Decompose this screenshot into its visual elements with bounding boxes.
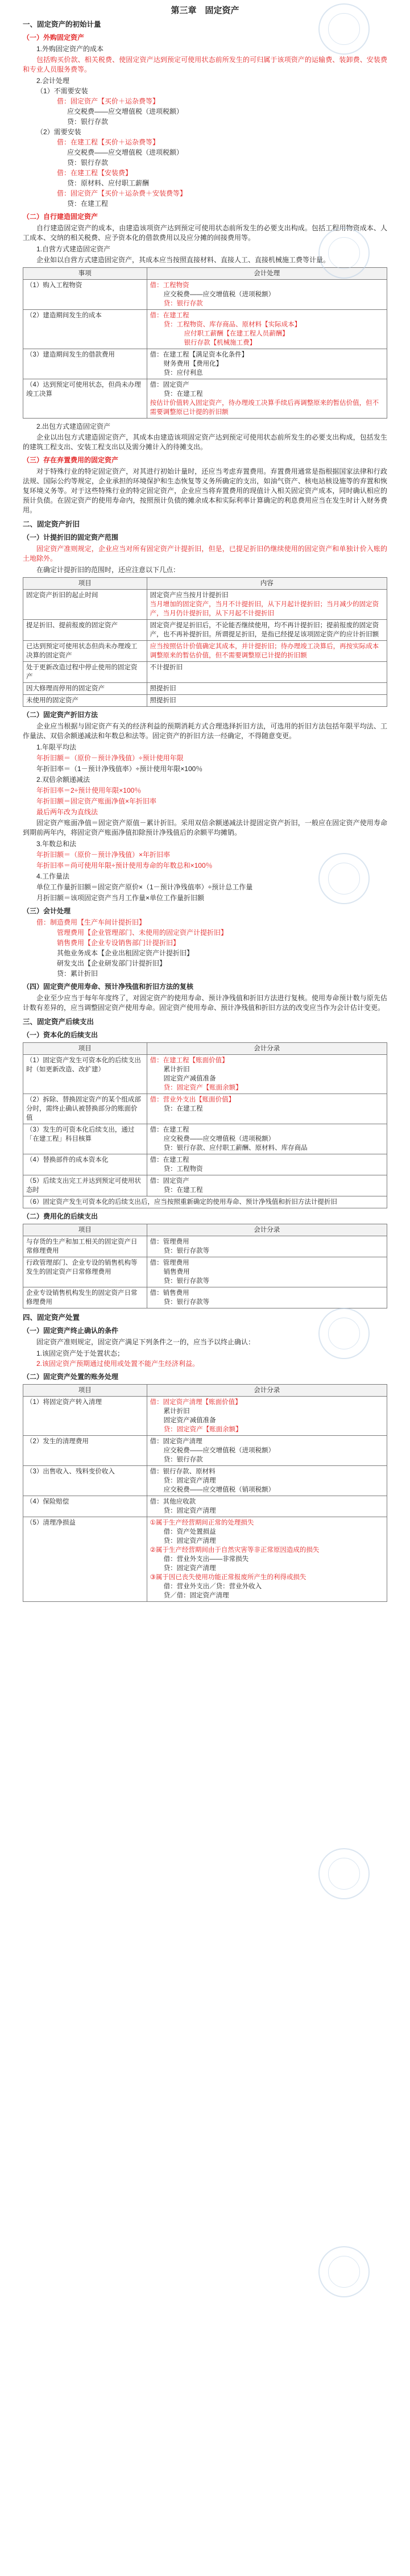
table-row <box>23 620 387 641</box>
entry-line: 累计折旧 <box>163 1066 190 1073</box>
table-cell: 提足折旧、提前报废的固定资产 <box>23 620 147 641</box>
entry-line: 贷：银行存款等 <box>163 1299 210 1306</box>
method-heading: 3.年数总和法 <box>36 840 77 848</box>
entry-line: ①属于生产经营期间正常的处理损失 <box>150 1519 254 1526</box>
table-row <box>23 349 387 379</box>
entry-cell <box>147 280 387 310</box>
table-row <box>23 683 387 695</box>
entry-line: 贷：应付利息 <box>163 370 203 376</box>
paragraph: 包括购买价款、相关税费、使固定资产达到预定可使用状态前所发生的可归属于该项资产的运输费、装卸费、安装费和专业人员服务费等。 <box>23 56 387 73</box>
table-cell: （1）购入工程物资 <box>23 280 147 310</box>
entry-line: 贷：累计折旧 <box>57 970 98 978</box>
entry-line: 借：工程物资 <box>150 282 189 289</box>
formula: 年折旧率＝2÷预计使用年限×100％ <box>36 786 142 794</box>
paragraph: 在确定计提折旧的范围时，还应注意以下几点： <box>36 566 180 574</box>
watermark-seal <box>318 2246 370 2297</box>
entry-line: 借：银行存款、原材料 <box>150 1468 216 1475</box>
entry-line: 贷：固定资产【账面余额】 <box>163 1426 242 1433</box>
entry-cell <box>147 1094 387 1124</box>
condition-item: 1.该固定资产处于处置状态； <box>36 1349 125 1357</box>
entry-line: 借：固定资产【买价＋运杂费等】 <box>57 97 160 105</box>
formula: 单位工作量折旧额＝固定资产原价×（1－预计净残值率）÷预计总工作量 <box>36 883 253 891</box>
table-cell: 照提折旧 <box>147 683 387 695</box>
entry-line: 贷：固定资产清理 <box>163 1508 216 1514</box>
entry-line: 贷：银行存款等 <box>163 1278 210 1285</box>
entry-cell <box>147 310 387 349</box>
subsection-heading: （一）计提折旧的固定资产范围 <box>23 533 119 541</box>
entry-line: 借：资产处置损益 <box>163 1529 216 1535</box>
table-cell: 企业专设销售机构发生的固定资产日常修理费用 <box>23 1287 147 1308</box>
table-header: 会计分录 <box>147 1224 387 1236</box>
entry-line: 贷：原材料、应付职工薪酬 <box>67 179 150 187</box>
subsection-heading: （二）自行建造固定资产 <box>23 213 98 221</box>
entry-line: ③属于因已丧失使用功能正常报废所产生的利得或损失 <box>150 1574 307 1581</box>
table-row <box>23 1196 387 1208</box>
method-heading: 1.年限平均法 <box>36 743 77 751</box>
entry-cell <box>147 1175 387 1196</box>
entry-line: 贷：银行存款 <box>163 1456 203 1463</box>
table-row <box>23 280 387 310</box>
subsection-heading: （二）固定资产处置的账务处理 <box>23 1373 119 1381</box>
table-row <box>23 1175 387 1196</box>
table-cell: 行政管理部门、企业专设的销售机构等发生的固定资产日常修理费用 <box>23 1257 147 1287</box>
table-row <box>23 1055 387 1094</box>
entry-line: 应交税费——应交增值税（进项税额） <box>163 1136 275 1142</box>
table-row <box>23 379 387 419</box>
entry-line: 贷：银行存款等 <box>163 1248 210 1254</box>
subsection-heading: （一）资本化的后续支出 <box>23 1031 98 1039</box>
entry-line: 借：在建工程 <box>150 312 189 319</box>
paragraph: 对于特殊行业的特定固定资产，对其进行初始计量时，还应当考虑弃置费用。弃置费用通常是指根据国家法律和行政法规、国际公约等规定，企业承担的环境保护和生态恢复等义务所确定的支出，如油气资产、核电站核设施等的弃置和恢复环境义务等。对于这些特殊行业的特定固定资产，企业应当将弃置费用的现值计入相关固定资产成本，同时确认相应的预计负债。在固定资产的使用寿命内，按照预计负债的摊余成本和实际利率计算确定的利息费用应当在发生时计入财务费用。 <box>23 467 387 514</box>
entry-line: 借：固定资产 <box>150 382 189 388</box>
table-header: 会计处理 <box>147 268 387 280</box>
entry-line: 贷：银行存款 <box>67 118 109 126</box>
table-cell: （4）达到预定可使用状态，但尚未办理竣工决算 <box>23 379 147 419</box>
table-cell: （1）固定资产发生可资本化的后续支出时（如更新改造、改扩建） <box>23 1055 147 1094</box>
entry-line: 借：管理费用 <box>150 1260 189 1266</box>
entry-line: 贷：固定资产清理 <box>163 1565 216 1572</box>
table-note: 按估计价值转入固定资产，待办理竣工决算手续后再调整原来的暂估价值，但不需要调整原已计提的折旧额 <box>150 400 379 416</box>
entry-line: 贷：银行存款 <box>163 300 203 307</box>
entry-line: 其他业务成本【企业出租固定资产计提折旧】 <box>57 949 194 957</box>
entry-cell <box>147 1436 387 1466</box>
formula: 月折旧额＝该项固定资产当月工作量×单位工作量折旧额 <box>36 894 205 902</box>
table-row <box>23 641 387 662</box>
entry-line: 贷／借：固定资产清理 <box>163 1592 229 1599</box>
table-cell <box>147 590 387 620</box>
subsection-heading: （一）外购固定资产 <box>23 34 85 42</box>
formula: 年折旧额＝（原价－预计净残值）÷预计使用年限 <box>36 754 184 762</box>
depreciation-scope-table <box>23 577 387 707</box>
table-header: 项目 <box>23 578 147 590</box>
entry-cell <box>147 1055 387 1094</box>
table-cell: （2）拆除、替换固定资产的某个组成部分时，需终止确认被替换部分的账面价值 <box>23 1094 147 1124</box>
table-row <box>23 1094 387 1124</box>
table-text: 应当按照估计价值确定其成本，并计提折旧；待办理竣工决算后，再按实际成本调整原来的暂估价值，但不需要调整原已计提的折旧额 <box>150 643 379 659</box>
method-heading: 2.双倍余额递减法 <box>36 776 90 784</box>
entry-line: 应付职工薪酬【在建工程人员薪酬】 <box>184 330 289 337</box>
table-cell: 因大修理而停用的固定资产 <box>23 683 147 695</box>
table-header: 项目 <box>23 1224 147 1236</box>
chapter-title: 第三章 固定资产 <box>171 6 239 15</box>
entry-line: 借：在建工程【账面价值】 <box>150 1057 229 1064</box>
table-row <box>23 1287 387 1308</box>
entry-line: 贷：在建工程 <box>163 1105 203 1112</box>
item-heading: 2.会计处理 <box>36 77 70 85</box>
entry-line: 贷：固定资产清理 <box>163 1538 216 1544</box>
entry-line: 管理费用【企业管理部门、未使用的固定资产计提折旧】 <box>57 929 228 937</box>
table-row <box>23 1236 387 1257</box>
section-heading: 四、固定资产处置 <box>23 1314 80 1322</box>
entry-cell <box>147 1287 387 1308</box>
table-row <box>23 1436 387 1466</box>
case-label: （1）不需要安装 <box>36 87 88 95</box>
subsection-heading: （一）固定资产终止确认的条件 <box>23 1327 119 1335</box>
table-header: 会计分录 <box>147 1043 387 1055</box>
entry-line: 贷：在建工程 <box>163 391 203 397</box>
entry-line: 借：固定资产 <box>150 1178 189 1185</box>
entry-line: 固定资产减值准备 <box>163 1417 216 1424</box>
paragraph: 自行建造固定资产的成本，由建造该项资产达到预定可使用状态前所发生的必要支出构成。包括工程用物资成本、人工成本、交纳的相关税费、应予资本化的借款费用以及应分摊的间接费用等。 <box>23 224 387 242</box>
table-row <box>23 1496 387 1517</box>
table-header: 事项 <box>23 268 147 280</box>
entry-line: 财务费用【费用化】 <box>163 361 223 367</box>
table-text: 固定资产应当按月计提折旧 <box>150 592 229 599</box>
table-header: 内容 <box>147 578 387 590</box>
paragraph: 固定资产准则规定，企业应当对所有固定资产计提折旧，但是，已提足折旧仍继续使用的固定资产和单独计价入账的土地除外。 <box>23 545 387 562</box>
entry-line: 借：制造费用【生产车间计提折旧】 <box>36 918 146 926</box>
table-note: （6）固定资产发生可资本化的后续支出后，应当按照重新确定的使用寿命、预计净残值和折旧方法计提折旧 <box>23 1196 387 1208</box>
table-cell: 已达到预定可使用状态但尚未办理竣工决算的固定资产 <box>23 641 147 662</box>
entry-line: 借：营业外支出／贷：营业外收入 <box>163 1583 262 1590</box>
entry-line: 借：在建工程 <box>150 1157 189 1163</box>
entry-line: 销售费用 <box>163 1269 190 1275</box>
table-cell: （3）建造期间发生的借款费用 <box>23 349 147 379</box>
table-row <box>23 1257 387 1287</box>
table-cell: 处于更新改造过程中停止使用的固定资产 <box>23 662 147 683</box>
table-row <box>23 695 387 707</box>
capitalized-expenditure-table <box>23 1042 387 1208</box>
entry-line: 借：在建工程 <box>150 1127 189 1133</box>
entry-line: 借：营业外支出【账面价值】 <box>150 1096 235 1103</box>
table-row <box>23 1517 387 1602</box>
entry-line: 借：其他应收款 <box>150 1498 196 1505</box>
table-cell: （4）保险赔偿 <box>23 1496 147 1517</box>
entry-cell <box>147 1236 387 1257</box>
table-row <box>23 1397 387 1436</box>
subsection-heading: （三）存在弃置费用的固定资产 <box>23 456 119 464</box>
condition-item: 2.该固定资产预期通过使用或处置不能产生经济利益。 <box>36 1360 200 1368</box>
entry-cell <box>147 349 387 379</box>
entry-line: 借：在建工程【买价＋运杂费等】 <box>57 138 160 146</box>
method-heading: 4.工作量法 <box>36 872 70 880</box>
formula: 最后两年改为直线法 <box>36 808 98 816</box>
entry-line: 借：固定资产清理【账面价值】 <box>150 1399 242 1406</box>
table-row <box>23 662 387 683</box>
table-cell: （3）出售收入、残料变价收入 <box>23 1466 147 1496</box>
entry-line: 累计折旧 <box>163 1408 190 1415</box>
table-row <box>23 590 387 620</box>
table-cell: 与存货的生产和加工相关的固定资产日常修理费用 <box>23 1236 147 1257</box>
entry-line: 销售费用【企业专设销售部门计提折旧】 <box>57 939 180 947</box>
entry-line: 银行存款【机械施工费】 <box>184 339 256 346</box>
table-cell <box>147 620 387 641</box>
entry-line: 贷：在建工程 <box>163 1187 203 1194</box>
entry-line: 贷：银行存款 <box>67 159 109 167</box>
table-cell: （1）将固定资产转入清理 <box>23 1397 147 1436</box>
formula: 年折旧率＝（1－预计净残值率）÷预计使用年限×100％ <box>36 765 203 773</box>
paragraph: 企业应当根据与固定资产有关的经济利益的预期消耗方式合理选择折旧方法，可选用的折旧方法包括年限平均法、工作量法、双倍余额递减法和年数总和法等。固定资产的折旧方法一经确定，不得随意变更。 <box>23 722 387 740</box>
subsection-heading: （三）会计处理 <box>23 907 71 915</box>
table-cell: （2）建造期间发生的成本 <box>23 310 147 349</box>
section-heading: 三、固定资产后续支出 <box>23 1018 94 1026</box>
entry-line: 研发支出【企业研发部门计提折旧】 <box>57 959 167 967</box>
table-cell: 不计提折旧 <box>147 662 387 683</box>
entry-line: 贷：工程物资 <box>163 1166 203 1173</box>
entry-line: 应交税费——应交增值税（进项税额） <box>67 107 184 115</box>
section-heading: 一、固定资产的初始计量 <box>23 20 101 28</box>
entry-line: 借：在建工程【满足资本化条件】 <box>150 351 249 358</box>
entry-cell <box>147 1397 387 1436</box>
table-header: 项目 <box>23 1385 147 1397</box>
entry-line: 应交税费——应交增值税（进项税额） <box>163 1447 275 1454</box>
case-label: （2）需要安装 <box>36 128 81 136</box>
watermark-seal <box>318 1848 370 1899</box>
entry-line: 贷：固定资产清理 <box>163 1477 216 1484</box>
item-heading: 2.出包方式建造固定资产 <box>36 423 111 430</box>
entry-line: 借：营业外支出——非常损失 <box>163 1556 249 1563</box>
table-cell: 未使用的固定资产 <box>23 695 147 707</box>
table-row <box>23 310 387 349</box>
entry-line: 贷：在建工程 <box>67 200 109 208</box>
entry-line: 借：销售费用 <box>150 1290 189 1297</box>
table-cell: （3）发生的可资本化后续支出，通过「在建工程」科目核算 <box>23 1124 147 1154</box>
table-cell <box>147 641 387 662</box>
entry-line: 贷：银行存款、应付职工薪酬、原材料、库存商品 <box>163 1145 308 1152</box>
table-header: 项目 <box>23 1043 147 1055</box>
entry-cell <box>147 1257 387 1287</box>
entry-cell <box>147 1496 387 1517</box>
table-cell: （2）发生的清理费用 <box>23 1436 147 1466</box>
formula: 年折旧额＝固定资产账面净值×年折旧率 <box>36 797 157 805</box>
entry-cell <box>147 1517 387 1602</box>
paragraph: 企业至少应当于每年年度终了，对固定资产的使用寿命、预计净残值和折旧方法进行复核。使用寿命预计数与原先估计数有差异的，应当调整固定资产使用寿命。固定资产使用寿命、预计净残值和折旧方法的改变应当作为会计估计变更。 <box>23 994 387 1012</box>
entry-line: ②属于生产经营期间由于自然灾害等非正常原因造成的损失 <box>150 1547 320 1554</box>
entry-line: 固定资产减值准备 <box>163 1075 216 1082</box>
entry-line: 应交税费——应交增值税（进项税额） <box>163 291 275 298</box>
formula: 年折旧额＝（原价－预计净残值）×年折旧率 <box>36 851 171 859</box>
table-cell: （5）后续支出完工并达到预定可使用状态时 <box>23 1175 147 1196</box>
entry-line: 贷：固定资产【账面余额】 <box>163 1084 242 1091</box>
paragraph: 固定资产准则规定，固定资产满足下列条件之一的，应当予以终止确认： <box>36 1338 255 1346</box>
item-heading: 1.外购固定资产的成本 <box>36 45 104 53</box>
table-text: 固定资产提足折旧后，不论能否继续使用，均不再计提折旧；提前报废的固定资产，也不再补提折旧。所谓提足折旧，是指已经提足该项固定资产的应计折旧额 <box>150 622 379 638</box>
subsection-heading: （二）费用化的后续支出 <box>23 1212 98 1220</box>
expensed-expenditure-table <box>23 1224 387 1308</box>
entry-cell <box>147 1466 387 1496</box>
entry-line: 应交税费——应交增值税（进项税额） <box>67 148 184 156</box>
entry-line: 应交税费——应交增值税（销项税额） <box>163 1486 275 1493</box>
table-cell: 固定资产折旧的起止时间 <box>23 590 147 620</box>
subsection-heading: （四）固定资产使用寿命、预计净残值和折旧方法的复核 <box>23 983 194 991</box>
self-build-table <box>23 267 387 419</box>
entry-line: 贷：工程物资、库存商品、原材料【实际成本】 <box>163 321 301 328</box>
entry-line: 借：固定资产清理 <box>150 1438 202 1445</box>
entry-line: 借：管理费用 <box>150 1239 189 1245</box>
table-cell: 照提折旧 <box>147 695 387 707</box>
subsection-heading: （二）固定资产折旧方法 <box>23 711 98 719</box>
table-row <box>23 1124 387 1154</box>
section-heading: 二、固定资产折旧 <box>23 520 80 528</box>
entry-cell <box>147 1124 387 1154</box>
paragraph: 固定资产账面净值＝固定资产原值－累计折旧。采用双倍余额递减法计提固定资产折旧，一般应在固定资产使用寿命到期前两年内，将固定资产账面净值扣除预计净残值后的余额平均摊销。 <box>23 819 387 836</box>
table-row <box>23 1466 387 1496</box>
paragraph: 企业以出包方式建造固定资产，其成本由建造该项固定资产达到预定可使用状态前所发生的必要支出构成，包括发生的建筑工程支出、安装工程支出以及需分摊计入的待摊支出。 <box>23 433 387 451</box>
disposal-table <box>23 1384 387 1602</box>
formula: 年折旧率＝尚可使用年限÷预计使用寿命的年数总和×100％ <box>36 862 213 869</box>
table-header: 会计分录 <box>147 1385 387 1397</box>
table-cell: （5）清理净损益 <box>23 1517 147 1602</box>
entry-line: 借：固定资产【买价＋运杂费＋安装费等】 <box>57 189 187 197</box>
entry-line: 借：在建工程【安装费】 <box>57 169 132 177</box>
paragraph: 企业如以自营方式建造固定资产，其成本应当按照直接材料、直接人工、直接机械施工费等计量。 <box>36 256 330 264</box>
table-text: 当月增加的固定资产，当月不计提折旧，从下月起计提折旧；当月减少的固定资产，当月仍计提折旧，从下月起不计提折旧 <box>150 601 379 617</box>
table-row <box>23 1154 387 1175</box>
table-cell: （4）替换部件的成本资本化 <box>23 1154 147 1175</box>
item-heading: 1.自营方式建造固定资产 <box>36 245 111 253</box>
entry-cell <box>147 1154 387 1175</box>
entry-cell <box>147 379 387 419</box>
